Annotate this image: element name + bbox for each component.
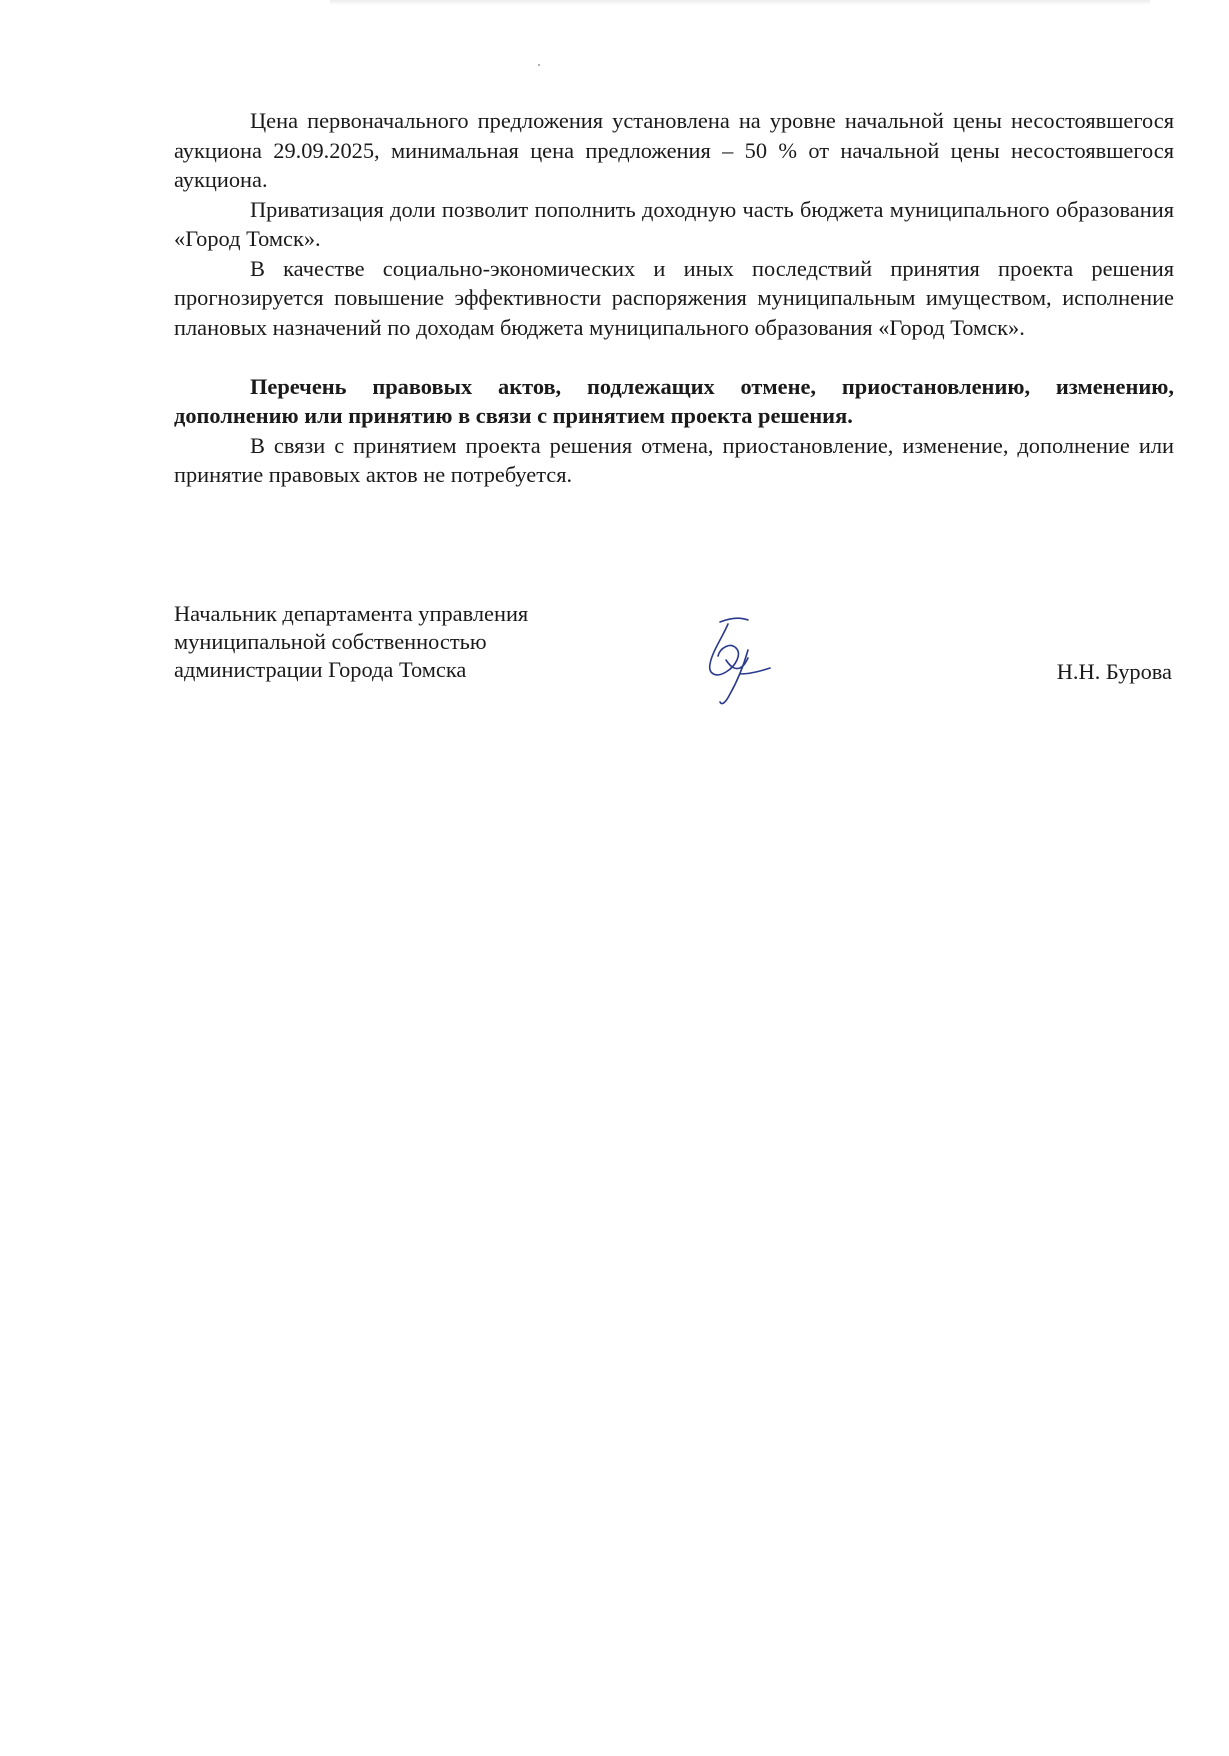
- signatory-position-line-1: Начальник департамента управления: [174, 601, 529, 626]
- signatory-position-line-3: администрации Города Томска: [174, 657, 467, 682]
- handwritten-signature: [682, 608, 782, 710]
- signatory-position: [174, 600, 528, 684]
- signature-block: [174, 600, 1174, 720]
- scan-edge-shadow: [330, 0, 1150, 5]
- paragraph-legal-acts-not-required: В связи с принятием проекта решения отмена, приостановление, изменение, дополнение или принятие правовых актов не потребуется.: [174, 432, 1174, 487]
- document-body: [174, 106, 1174, 490]
- signatory-position-line-2: муниципальной собственностью: [174, 629, 487, 654]
- signatory-name: Н.Н. Бурова: [1056, 659, 1172, 684]
- paragraph-initial-price: Цена первоначального предложения установлена на уровне начальной цены несостоявшегося аукциона 29.09.2025, минимальная цена предложения – 50 % от начальной цены несостоявшегося аукциона.: [174, 108, 1174, 192]
- paragraph-privatization-budget: Приватизация доли позволит пополнить доходную часть бюджета муниципального образования «Город Томск».: [174, 196, 1174, 251]
- section-heading-legal-acts: Перечень правовых актов, подлежащих отмене, приостановлению, изменению, дополнению или принятию в связи с принятием проекта решения.: [174, 373, 1174, 428]
- paragraph-socioeconomic-consequences: В качестве социально-экономических и иных последствий принятия проекта решения прогнозируется повышение эффективности распоряжения муниципальным имуществом, исполнение плановых назначений по доходам бюджета муниципального образования «Город Томск».: [174, 255, 1174, 340]
- scan-speck: [538, 64, 540, 66]
